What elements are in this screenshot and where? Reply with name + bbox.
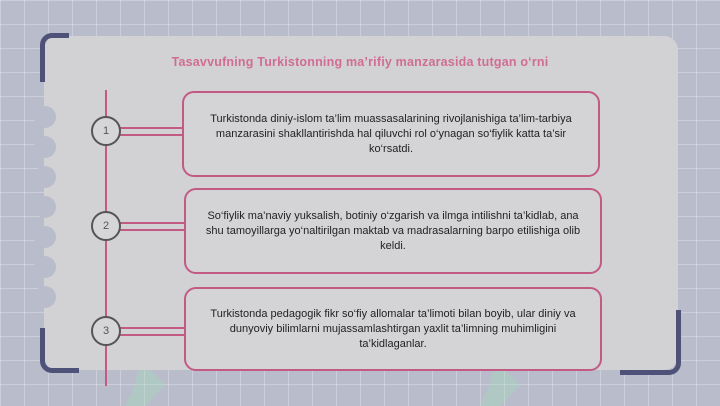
step-text: So‘fiylik ma’naviy yuksalish, botiniy o‘zgarish va ilmga intilishni ta’kidlab, ana shu tamoyillarga yo‘naltirilgan maktab va madrasalarning barpo etilishiga olib keldi. [205, 209, 581, 252]
card-notch [34, 166, 56, 188]
step-text-box [184, 287, 602, 371]
step-text-box [182, 91, 600, 177]
timeline-connector [118, 127, 182, 136]
corner-bracket-bottom-left [40, 328, 79, 373]
step-text-box [184, 188, 602, 274]
step-number-badge: 2 [91, 211, 121, 241]
card-notch [34, 136, 56, 158]
card-notch [34, 226, 56, 248]
corner-bracket-bottom-right [620, 310, 681, 375]
step-number-badge: 1 [91, 116, 121, 146]
step-number-badge: 3 [91, 316, 121, 346]
card-notch [34, 106, 56, 128]
slide-title: Tasavvufning Turkistonning ma’rifiy manzarasida tutgan o‘rni [171, 55, 549, 69]
card-notch [34, 286, 56, 308]
card-notch [34, 256, 56, 278]
step-text: Turkistonda pedagogik fikr so‘fiy allomalar ta’limoti bilan boyib, ular diniy va dunyoviy bilimlarni mujassamlashtirgan yaxlit ta’limning muhimligini ta’kidlaganlar. [210, 307, 576, 350]
card-notch [34, 196, 56, 218]
timeline-connector [118, 222, 184, 231]
step-text: Turkistonda diniy-islom ta’lim muassasalarining rivojlanishiga ta’lim-tarbiya manzarasini shakllantirishda hal qiluvchi rol o‘ynagan so‘fiylik katta ta’sir ko‘rsatdi. [210, 112, 572, 155]
timeline-connector [118, 327, 184, 336]
